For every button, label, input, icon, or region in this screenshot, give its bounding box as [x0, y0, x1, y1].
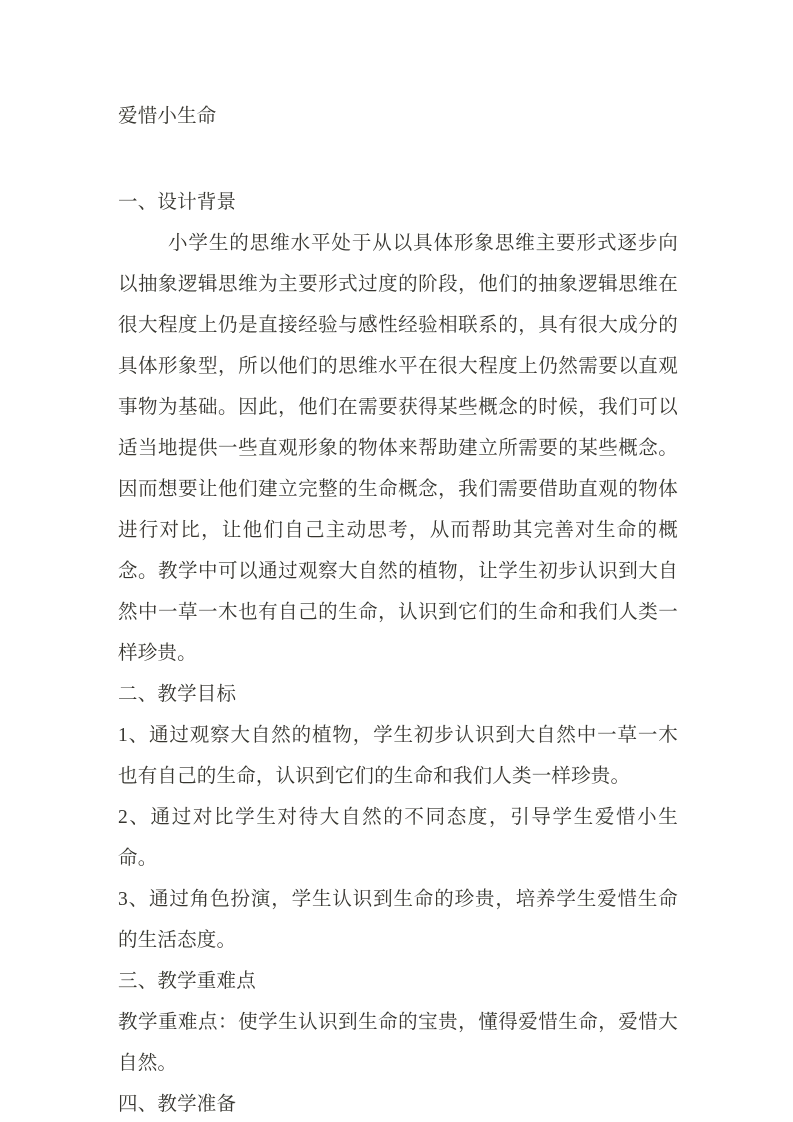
key-difficult-points-text: 教学重难点：使学生认识到生命的宝贵，懂得爱惜生命，爱惜大自然。 — [118, 1012, 678, 1074]
document-body — [118, 96, 678, 1122]
title-spacer — [118, 137, 678, 182]
objective-item-2: 2、通过对比学生对待大自然的不同态度，引导学生爱惜小生命。 — [118, 807, 678, 869]
paragraph-design-background: 小学生的思维水平处于从以具体形象思维主要形式逐步向以抽象逻辑思维为主要形式过度的阶段，他们的抽象逻辑思维在很大程度上仍是直接经验与感性经验相联系的，具有很大成分的具体形象型，所以他们的思维水平在很大程度上仍然需要以直观事物为基础。因此，他们在需要获得某些概念的时候，我们可以适当地提供一些直观形象的物体来帮助建立所需要的某些概念。因而想要让他们建立完整的生命概念，我们需要借助直观的物体进行对比，让他们自己主动思考，从而帮助其完善对生命的概念。教学中可以通过观察大自然的植物，让学生初步认识到大自然中一草一木也有自己的生命，认识到它们的生命和我们人类一样珍贵。 — [118, 233, 678, 664]
section-heading-key-difficult-points: 三、教学重难点 — [118, 971, 256, 992]
objective-item-3: 3、通过角色扮演，学生认识到生命的珍贵，培养学生爱惜生命的生活态度。 — [118, 889, 678, 951]
section-heading-teaching-objectives: 二、教学目标 — [118, 684, 237, 705]
section-heading-teaching-preparation: 四、教学准备 — [118, 1094, 237, 1115]
objective-item-1: 1、通过观察大自然的植物，学生初步认识到大自然中一草一木也有自己的生命，认识到它们的生命和我们人类一样珍贵。 — [118, 725, 678, 787]
document-title: 爱惜小生命 — [118, 106, 217, 127]
section-heading-design-background: 一、设计背景 — [118, 192, 237, 213]
